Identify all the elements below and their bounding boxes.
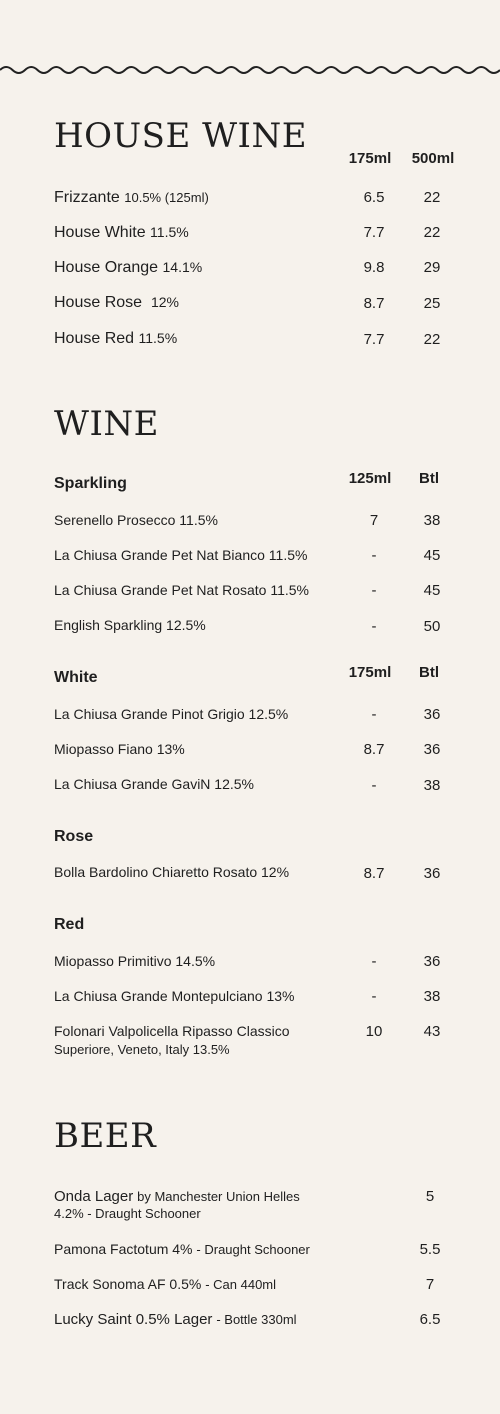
menu-item-price-glass: - bbox=[371, 582, 377, 599]
menu-item-price: 5 bbox=[425, 1188, 435, 1205]
menu-item-price-bottle: 38 bbox=[423, 988, 441, 1005]
rose-subheading: Rose bbox=[54, 828, 94, 845]
menu-item-name-line2: 4.2% - Draught Schooner bbox=[54, 1206, 201, 1221]
menu-item-name: Lucky Saint 0.5% Lager - Bottle 330ml bbox=[54, 1311, 297, 1328]
menu-item-name: Frizzante 10.5% (125ml) bbox=[54, 189, 209, 206]
house-wine-col-175ml: 175ml bbox=[348, 150, 392, 167]
menu-item-price-glass: 6.5 bbox=[363, 189, 385, 206]
menu-item-name: Serenello Prosecco 11.5% bbox=[54, 512, 218, 528]
white-subheading: White bbox=[54, 669, 98, 686]
menu-item-name: La Chiusa Grande Pinot Grigio 12.5% bbox=[54, 706, 289, 722]
menu-item-name: Folonari Valpolicella Ripasso Classico bbox=[54, 1023, 290, 1039]
wine-heading: WINE bbox=[54, 404, 159, 444]
menu-item-price-bottle: 36 bbox=[423, 741, 441, 758]
menu-item-price-carafe: 25 bbox=[423, 295, 441, 312]
sparkling-col-btl: Btl bbox=[419, 470, 439, 487]
menu-item-price-carafe: 29 bbox=[423, 259, 441, 276]
menu-item-price-glass: 9.8 bbox=[363, 259, 385, 276]
menu-item-price-glass: - bbox=[371, 547, 377, 564]
menu-item-price-glass: - bbox=[371, 953, 377, 970]
house-wine-heading: HOUSE WINE bbox=[54, 116, 308, 156]
menu-item-name: House Red 11.5% bbox=[54, 330, 178, 347]
menu-item-price-bottle: 36 bbox=[423, 865, 441, 882]
menu-item-price-bottle: 43 bbox=[423, 1023, 441, 1040]
menu-item-price-bottle: 45 bbox=[423, 547, 441, 564]
menu-item-name: Miopasso Primitivo 14.5% bbox=[54, 953, 216, 969]
menu-item-name: Track Sonoma AF 0.5% - Can 440ml bbox=[54, 1276, 277, 1292]
white-col-btl: Btl bbox=[419, 664, 439, 681]
menu-item-name: La Chiusa Grande Montepulciano 13% bbox=[54, 988, 295, 1004]
menu-item-name: Miopasso Fiano 13% bbox=[54, 741, 185, 757]
menu-item-price: 5.5 bbox=[419, 1241, 441, 1258]
menu-item-price-carafe: 22 bbox=[423, 189, 441, 206]
menu-item-price-bottle: 45 bbox=[423, 582, 441, 599]
menu-item-name: La Chiusa Grande Pet Nat Rosato 11.5% bbox=[54, 582, 310, 598]
menu-item-price-bottle: 36 bbox=[423, 706, 441, 723]
menu-item-price-glass: 8.7 bbox=[363, 865, 385, 882]
menu-item-name: Pamona Factotum 4% - Draught Schooner bbox=[54, 1241, 310, 1257]
menu-item-price: 6.5 bbox=[419, 1311, 441, 1328]
menu-item-price-bottle: 38 bbox=[423, 512, 441, 529]
menu-item-name: La Chiusa Grande Pet Nat Bianco 11.5% bbox=[54, 547, 308, 563]
menu-item-price-bottle: 36 bbox=[423, 953, 441, 970]
menu-item-price-glass: - bbox=[371, 988, 377, 1005]
menu-item-price-glass: 7.7 bbox=[363, 331, 385, 348]
menu-item-name: Bolla Bardolino Chiaretto Rosato 12% bbox=[54, 864, 290, 880]
menu-item-price-glass: 8.7 bbox=[363, 741, 385, 758]
wavy-divider bbox=[0, 60, 500, 80]
menu-item-name: House Rose 12% bbox=[54, 294, 179, 311]
menu-item-price-glass: - bbox=[371, 618, 377, 635]
white-col-175ml: 175ml bbox=[348, 664, 392, 681]
house-wine-col-500ml: 500ml bbox=[411, 150, 455, 167]
menu-item-price-bottle: 38 bbox=[423, 777, 441, 794]
menu-item-name: House Orange 14.1% bbox=[54, 259, 203, 276]
sparkling-col-125ml: 125ml bbox=[348, 470, 392, 487]
menu-item-price-glass: - bbox=[371, 777, 377, 794]
menu-item-price-bottle: 50 bbox=[423, 618, 441, 635]
menu-item-name: La Chiusa Grande GaviN 12.5% bbox=[54, 776, 254, 792]
menu-item-name-line2: Superiore, Veneto, Italy 13.5% bbox=[54, 1042, 230, 1057]
menu-item-name: Onda Lager by Manchester Union Helles bbox=[54, 1188, 300, 1205]
menu-item-name: English Sparkling 12.5% bbox=[54, 617, 206, 633]
sparkling-subheading: Sparkling bbox=[54, 475, 127, 492]
menu-item-price-glass: - bbox=[371, 706, 377, 723]
menu-item-price-glass: 7 bbox=[369, 512, 379, 529]
menu-item-price-carafe: 22 bbox=[423, 224, 441, 241]
menu-item-price-carafe: 22 bbox=[423, 331, 441, 348]
menu-item-name: House White 11.5% bbox=[54, 224, 189, 241]
menu-item-price-glass: 10 bbox=[365, 1023, 383, 1040]
menu-item-price-glass: 7.7 bbox=[363, 224, 385, 241]
beer-heading: BEER bbox=[54, 1116, 157, 1156]
red-subheading: Red bbox=[54, 916, 85, 933]
menu-item-price: 7 bbox=[425, 1276, 435, 1293]
menu-item-price-glass: 8.7 bbox=[363, 295, 385, 312]
